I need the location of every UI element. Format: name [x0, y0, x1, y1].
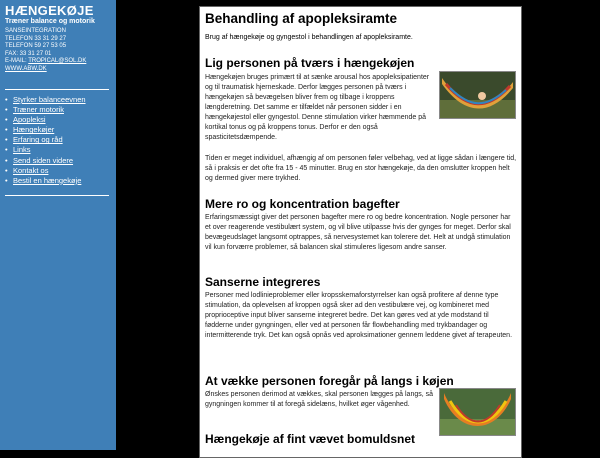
nav-item-label: Apopleksi: [13, 115, 46, 125]
bullet-icon: •: [5, 105, 8, 115]
nav-item-erfaring-og-raad[interactable]: [5, 135, 113, 145]
nav-item-label: Træner motorik: [13, 105, 64, 115]
nav-item-traener-motorik[interactable]: [5, 105, 113, 115]
nav-divider-bottom: [5, 195, 109, 196]
intro-text: Brug af hængekøje og gyngestol i behandlingen af apopleksiramte.: [205, 34, 413, 41]
nav-item-bestil-en-haengekoeje[interactable]: [5, 176, 113, 186]
email-prefix: E-MAIL:: [5, 58, 29, 65]
nav-item-kontakt-os[interactable]: [5, 166, 113, 176]
bullet-icon: •: [5, 95, 8, 104]
bullet-icon: •: [5, 145, 8, 155]
hammock-photo-2: [439, 388, 516, 436]
website-link[interactable]: WWW.ABW.DK: [5, 65, 47, 72]
nav-item-label: Send siden videre: [13, 155, 74, 165]
section-heading-fint-vaevet: Hængekøje af fint vævet bomuldsnet: [205, 432, 416, 446]
bullet-icon: •: [5, 115, 8, 125]
nav-item-label: Erfaring og råd: [13, 135, 63, 145]
section-paragraph: Hængekøjen bruges primært til at sænke arousal hos apopleksipatienter og til traumatisk hjerneskade. Derfor lægges personen på tværs i hængekøjen så bevægelsen bliver frem og tilbage i kroppens længderetning. Det samme er tilfældet når personen sidder i en hængekøjestol eller gyngestol. Denne stimulation virker hæmmende på kortikal tonus og på kroppens tonus. Derfor er den også spasticitetsdæmpende.: [205, 74, 430, 141]
section-paragraph: Ønskes personen derimod at vækkes, skal personen lægges på langs, så gyngningen kommer til at foregå sidelæns, hvilket øger vågenhed.: [205, 391, 434, 408]
site-title[interactable]: HÆNGEKØJE: [5, 3, 94, 18]
section-paragraph: Tiden er meget individuel, afhængig af om personen føler velbehag, ved at ligge sådan i længere tid, så i praksis er det ofte fra 15 - 45 minutter. Brug en stor hængekøje, da den omslutter kroppen helt og dermed giver mere trykhed.: [205, 155, 517, 182]
nav-divider-top: [5, 89, 109, 90]
bullet-icon: •: [5, 155, 8, 165]
contact-info: [5, 28, 115, 74]
email-link[interactable]: TROPICAL@SOL.DK: [28, 58, 87, 65]
contact-phone-2: TELEFON 59 27 53 05: [5, 43, 67, 50]
bullet-icon: •: [5, 125, 8, 135]
contact-email-row: [5, 58, 115, 66]
nav-item-label: Styrker balanceevnen: [13, 95, 86, 104]
section-paragraph: Erfaringsmæssigt giver det personen bagefter mere ro og bedre koncentration. Nogle personer har et over reagerende vestibulært system, og vil blive utilpasse hvis der gynges for meget. Derfor skal bevægeudslaget langsomt optrappes, så nervesystemet kan tolerere det. Helt at undgå stimulation vil kun forværre problemer, så balancen skal stimuleres ligesom andre sanser.: [205, 214, 511, 251]
nav-item-apopleksi[interactable]: [5, 115, 113, 125]
bullet-icon: •: [5, 135, 8, 145]
nav-item-label: Hængekøjer: [13, 125, 55, 135]
nav-item-haengekoejer[interactable]: [5, 125, 113, 135]
main-nav: [5, 95, 113, 186]
nav-item-label: Kontakt os: [13, 165, 49, 175]
page-title: Behandling af apopleksiramte: [205, 11, 398, 26]
section-heading-paa-tvaers: Lig personen på tværs i hængekøjen: [205, 56, 415, 70]
bullet-icon: •: [5, 175, 8, 185]
section-heading-mere-ro: Mere ro og koncentration bagefter: [205, 197, 400, 211]
section-heading-sanserne: Sanserne integreres: [205, 275, 321, 289]
contact-line-sanseintegration: SANSEINTEGRATION: [5, 28, 66, 34]
sidebar: [0, 0, 116, 450]
nav-item-label: Bestil en hængekøje: [13, 175, 82, 185]
main-content: [199, 6, 522, 458]
nav-item-links[interactable]: [5, 145, 113, 155]
contact-fax: FAX: 33 31 27 01: [5, 50, 52, 57]
nav-item-label: Links: [13, 145, 31, 155]
hammock-photo-1: [439, 71, 516, 119]
contact-phone-1: TELEFON 33 31 29 27: [5, 35, 67, 42]
site-tagline: Træner balance og motorik: [5, 18, 95, 25]
section-heading-vaekke: At vække personen foregår på langs i køjen: [205, 374, 454, 388]
section-paragraph: Personer med lodlinieproblemer eller kropsskemaforstyrrelser kan også profitere af denne type stimulation, da oplevelsen af kroppen også sker ad den vestibulære vej, og kombineret med proprioceptive input bliver sanserne integreret bedre. Det kan gøres ved at yde modstand til fødderne under gyngningen, eller ved at personen får flowbehandling med trykbandager og intermitterende tryk. Det kan også opnås ved aproksimationer gennem leddene givet af terapeuten.: [205, 292, 513, 339]
bullet-icon: •: [5, 165, 8, 175]
nav-item-send-siden-videre[interactable]: [5, 156, 113, 166]
nav-item-styrker-balanceevnen[interactable]: [5, 95, 113, 105]
